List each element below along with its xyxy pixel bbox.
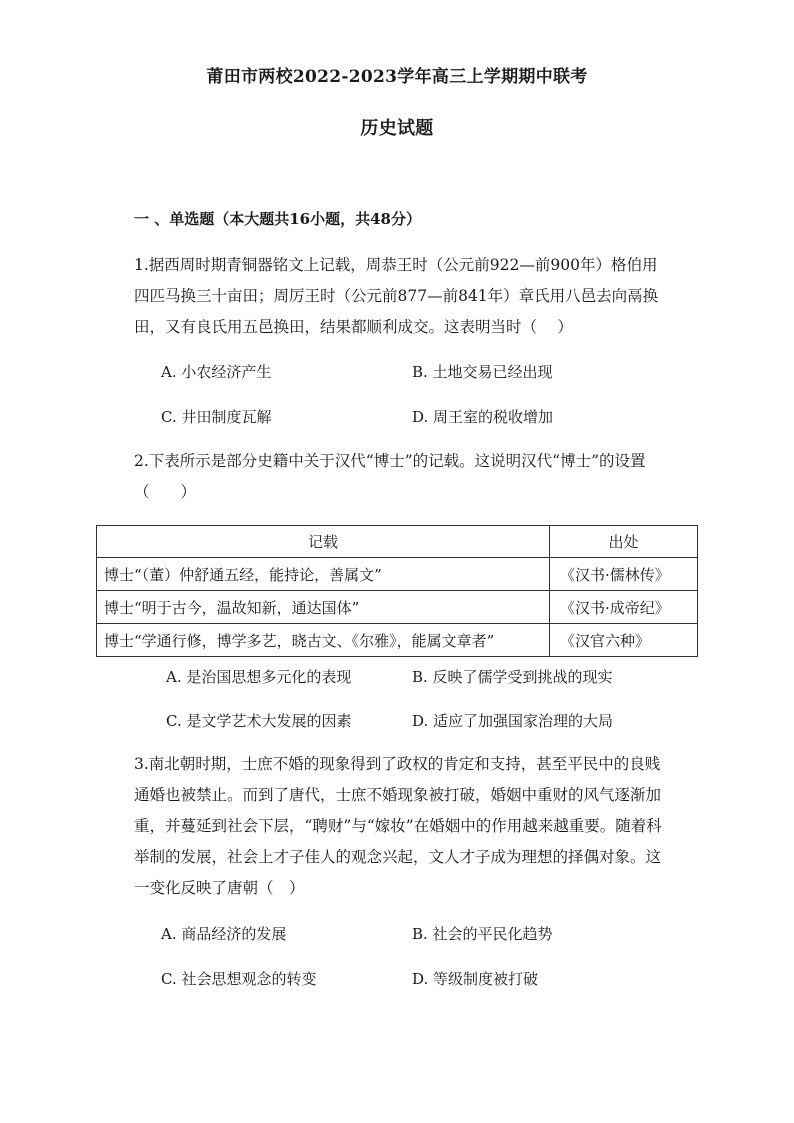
question-2-option-b: B. 反映了儒学受到挑战的现实: [412, 668, 613, 686]
table-row: [97, 591, 698, 624]
exam-title: 莆田市两校2022-2023学年高三上学期期中联考: [206, 67, 588, 87]
table-cell-source: 《汉书·成帝纪》: [550, 591, 698, 624]
table-cell-record: 博士“学通行修，博学多艺，晓古文、《尔雅》，能属文章者”: [97, 624, 550, 657]
question-1-text: 1.据西周时期青铜器铭文上记载，周恭王时（公元前922—前900年）格伯用四匹马换三十亩田；周厉王时（公元前877—前841年）章氏用八邑去向鬲换田，又有良氏用五邑换田，结果都顺利成交。这表明当时（ ）: [134, 256, 659, 336]
exam-subtitle: 历史试题: [360, 118, 434, 139]
table-header-record: 记载: [97, 526, 550, 558]
question-1-option-a: A. 小农经济产生: [161, 363, 272, 381]
question-2-option-d: D. 适应了加强国家治理的大局: [412, 712, 614, 730]
question-1-option-c: C. 井田制度瓦解: [161, 408, 272, 426]
question-3-option-c: C. 社会思想观念的转变: [161, 970, 317, 988]
table-cell-source: 《汉官六种》: [550, 624, 698, 657]
question-3-option-a: A. 商品经济的发展: [161, 925, 287, 943]
table-row: [97, 624, 698, 657]
section-heading: 一 、单选题（本大题共16小题，共48分）: [134, 210, 421, 228]
question-3-text: 3.南北朝时期，士庶不婚的现象得到了政权的肯定和支持，甚至平民中的良贱通婚也被禁止。而到了唐代，士庶不婚现象被打破，婚姻中重财的风气逐渐加重，并蔓延到社会下层，“聘财”与“嫁妆”在婚姻中的作用越来越重要。随着科举制的发展，社会上才子佳人的观念兴起，文人才子成为理想的择偶对象。这一变化反映了唐朝（ ）: [134, 755, 662, 897]
table-header-source: 出处: [550, 526, 698, 558]
table-cell-record: 博士“（董）仲舒通五经，能持论，善属文”: [97, 558, 550, 591]
question-2-text: 2.下表所示是部分史籍中关于汉代“博士”的记载。这说明汉代“博士”的设置（ ）: [134, 452, 646, 501]
table-header-row: [97, 526, 698, 558]
records-table: [96, 525, 698, 657]
table-row: [97, 558, 698, 591]
question-2-option-a: A. 是治国思想多元化的表现: [166, 668, 352, 686]
table-cell-source: 《汉书·儒林传》: [550, 558, 698, 591]
question-1-option-b: B. 土地交易已经出现: [412, 363, 553, 381]
question-2-option-c: C. 是文学艺术大发展的因素: [166, 712, 352, 730]
question-3-option-d: D. 等级制度被打破: [412, 970, 539, 988]
question-3-option-b: B. 社会的平民化趋势: [412, 925, 553, 943]
table-cell-record: 博士“明于古今，温故知新，通达国体”: [97, 591, 550, 624]
question-1-option-d: D. 周王室的税收增加: [412, 408, 554, 426]
